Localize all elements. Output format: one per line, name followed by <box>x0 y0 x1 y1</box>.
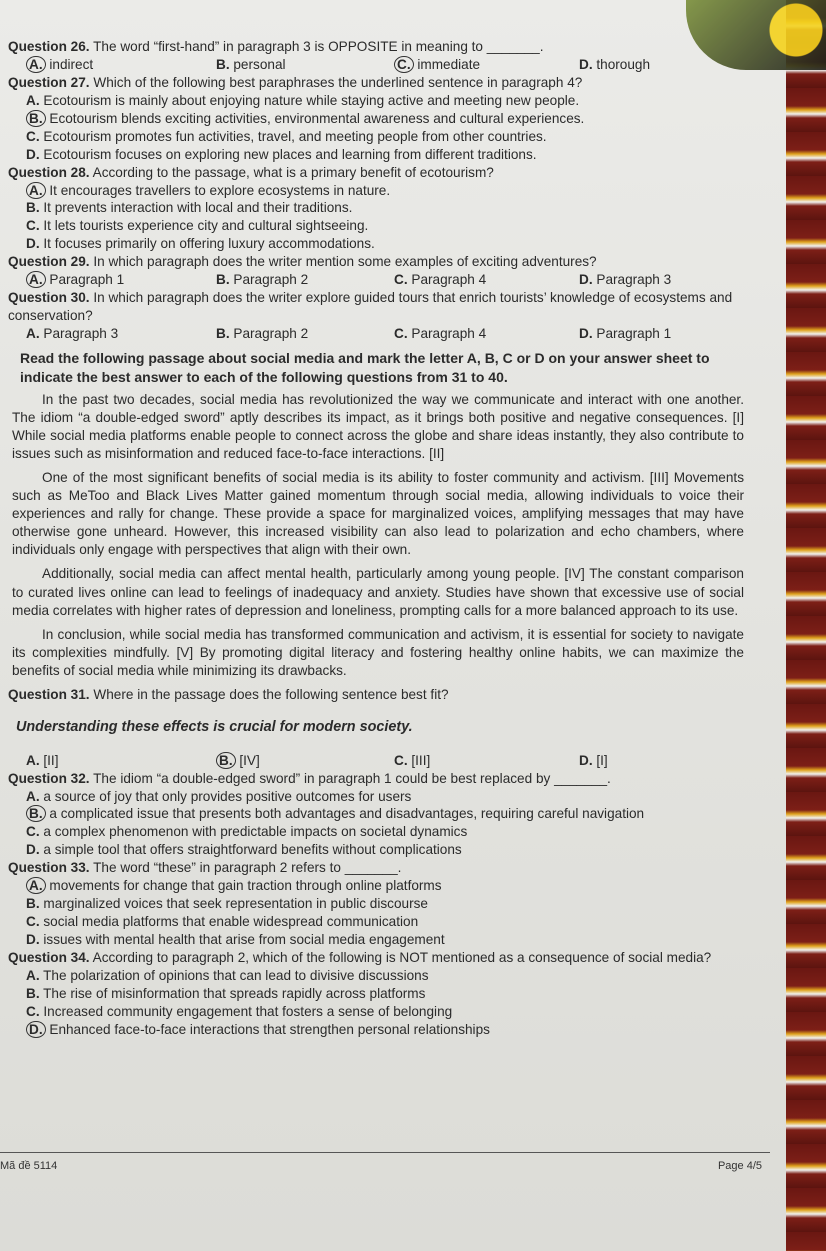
question-number: Question 27. <box>8 74 90 90</box>
question-stem: According to paragraph 2, which of the following is NOT mentioned as a consequence of social media? <box>92 949 712 965</box>
question-29 <box>8 253 744 271</box>
option-c[interactable]: C. Paragraph 4 <box>394 326 487 341</box>
option-c[interactable]: C. Increased community engagement that fosters a sense of belonging <box>26 1003 453 1019</box>
footer-divider <box>0 1152 770 1153</box>
option-d[interactable]: D. Enhanced face-to-face interactions that strengthen personal relationships <box>26 1021 744 1039</box>
question-number: Question 31. <box>8 686 90 702</box>
question-31 <box>8 686 744 704</box>
option-b[interactable]: B. It prevents interaction with local and their traditions. <box>26 200 353 216</box>
question-29-options <box>8 271 744 289</box>
option-d[interactable]: D. a simple tool that offers straightforward benefits without complications <box>26 842 462 858</box>
option-c[interactable]: C. Ecotourism promotes fun activities, travel, and meeting people from other countries. <box>26 128 547 144</box>
option-d[interactable]: D. Paragraph 1 <box>579 326 672 341</box>
page-content <box>8 38 744 1039</box>
question-number: Question 34. <box>8 949 90 965</box>
option-c[interactable]: C. It lets tourists experience city and cultural sightseeing. <box>26 218 369 234</box>
option-b[interactable]: B. Paragraph 2 <box>216 326 309 341</box>
question-number: Question 32. <box>8 770 90 786</box>
option-d[interactable]: D. issues with mental health that arise from social media engagement <box>26 932 445 947</box>
question-26 <box>8 38 744 56</box>
question-stem: According to the passage, what is a primary benefit of ecotourism? <box>92 164 494 180</box>
option-b[interactable]: B. Paragraph 2 <box>216 272 309 288</box>
option-a[interactable]: A. [II] <box>26 752 59 768</box>
option-a[interactable]: A. a source of joy that only provides positive outcomes for users <box>26 788 412 804</box>
question-number: Question 26. <box>8 39 90 54</box>
question-stem: Where in the passage does the following sentence best fit? <box>93 686 449 702</box>
option-d[interactable]: D. Ecotourism focuses on exploring new places and learning from different traditions. <box>26 146 537 162</box>
passage-paragraph-1: In the past two decades, social media has revolutionized the way we communicate and interact with one another. The idiom “a double-edged sword” aptly describes its impact, as it brings both positive and negative consequences. [I] While social media platforms enable people to connect across the globe and share ideas instantly, they also contribute to issues such as misinformation and reduced face-to-face interactions. [II] <box>12 391 744 461</box>
option-c[interactable]: C. immediate <box>394 56 579 74</box>
question-26-options <box>8 56 744 74</box>
question-stem: The word “first-hand” in paragraph 3 is OPPOSITE in meaning to _______. <box>93 39 544 54</box>
page-number: Page 4/5 <box>717 1160 762 1172</box>
question-stem: The idiom “a double-edged sword” in paragraph 1 could be best replaced by _______. <box>93 770 611 786</box>
question-28 <box>8 164 744 182</box>
option-a[interactable]: A. The polarization of opinions that can lead to divisive discussions <box>26 967 429 983</box>
question-30-options <box>8 325 744 343</box>
option-a[interactable]: A. It encourages travellers to explore ecosystems in nature. <box>26 182 744 200</box>
option-b[interactable]: B. Ecotourism blends exciting activities, environmental awareness and cultural experiences. <box>26 110 744 128</box>
question-stem: The word “these” in paragraph 2 refers to _______. <box>93 860 402 876</box>
option-d[interactable]: D. Paragraph 3 <box>579 272 672 288</box>
question-32 <box>8 770 744 788</box>
question-number: Question 28. <box>8 164 90 180</box>
passage-paragraph-4: In conclusion, while social media has transformed communication and activism, it is essential for society to navigate its complexities mindfully. [V] By promoting digital literacy and fostering healthy online habits, we can maximize the benefits of social media while minimizing its drawbacks. <box>12 626 744 678</box>
passage-instruction: Read the following passage about social media and mark the letter A, B, C or D on your answer sheet to indicate the best answer to each of the following questions from 31 to 40. <box>20 349 710 385</box>
question-27 <box>8 74 744 92</box>
question-34 <box>8 949 744 967</box>
option-a[interactable]: A. Paragraph 1 <box>26 271 216 289</box>
question-stem: In which paragraph does the writer explore guided tours that enrich tourists’ knowledge of ecosystems and conservation? <box>8 290 733 324</box>
option-a[interactable]: A. Paragraph 3 <box>26 326 119 341</box>
passage-paragraph-2: One of the most significant benefits of social media is its ability to foster community and activism. [III] Movements such as MeToo and Black Lives Matter gained momentum through social media, allowing individuals to voice their experiences and rally for change. These provide a space for marginalized voices, amplifying messages that may have otherwise gone unheard. However, this increased visibility can also lead to polarization and echo chambers, where individuals only engage with perspectives that align with their own. <box>12 470 744 558</box>
option-a[interactable]: A. movements for change that gain traction through online platforms <box>26 877 744 895</box>
option-c[interactable]: C. a complex phenomenon with predictable impacts on societal dynamics <box>26 824 468 840</box>
question-number: Question 33. <box>8 860 90 876</box>
question-33 <box>8 859 744 877</box>
passage-paragraph-3: Additionally, social media can affect mental health, particularly among young people. [IV] The constant comparison to curated lives online can lead to feelings of inadequacy and anxiety. Studies have shown that excessive use of social media correlates with higher rates of depression and loneliness, prompting calls for a more balanced approach to its use. <box>12 566 744 618</box>
question-stem: Which of the following best paraphrases the underlined sentence in paragraph 4? <box>93 74 583 90</box>
option-c[interactable]: C. social media platforms that enable widespread communication <box>26 914 419 930</box>
option-d[interactable]: D. thorough <box>579 56 651 72</box>
option-d[interactable]: D. It focuses primarily on offering luxury accommodations. <box>26 236 375 252</box>
option-c[interactable]: C. [III] <box>394 752 431 768</box>
option-a[interactable]: A. indirect <box>26 56 216 74</box>
insert-sentence: Understanding these effects is crucial for modern society. <box>16 719 413 736</box>
option-c[interactable]: C. Paragraph 4 <box>394 272 487 288</box>
background-fabric <box>786 0 826 1251</box>
question-30 <box>8 289 744 325</box>
question-31-options <box>8 752 744 770</box>
question-stem: In which paragraph does the writer mention some examples of exciting adventures? <box>93 254 597 270</box>
exam-code: Mã đề 5114 <box>0 1160 58 1172</box>
question-number: Question 29. <box>8 254 90 270</box>
question-number: Question 30. <box>8 290 90 306</box>
option-b[interactable]: B. marginalized voices that seek representation in public discourse <box>26 896 428 912</box>
option-b[interactable]: B. personal <box>216 56 286 72</box>
option-a[interactable]: A. Ecotourism is mainly about enjoying nature while staying active and meeting new people. <box>26 92 580 108</box>
option-b[interactable]: B. [IV] <box>216 752 394 770</box>
option-d[interactable]: D. [I] <box>579 752 608 768</box>
option-b[interactable]: B. The rise of misinformation that spreads rapidly across platforms <box>26 985 426 1001</box>
option-b[interactable]: B. a complicated issue that presents both advantages and disadvantages, requiring careful navigation <box>26 805 744 823</box>
